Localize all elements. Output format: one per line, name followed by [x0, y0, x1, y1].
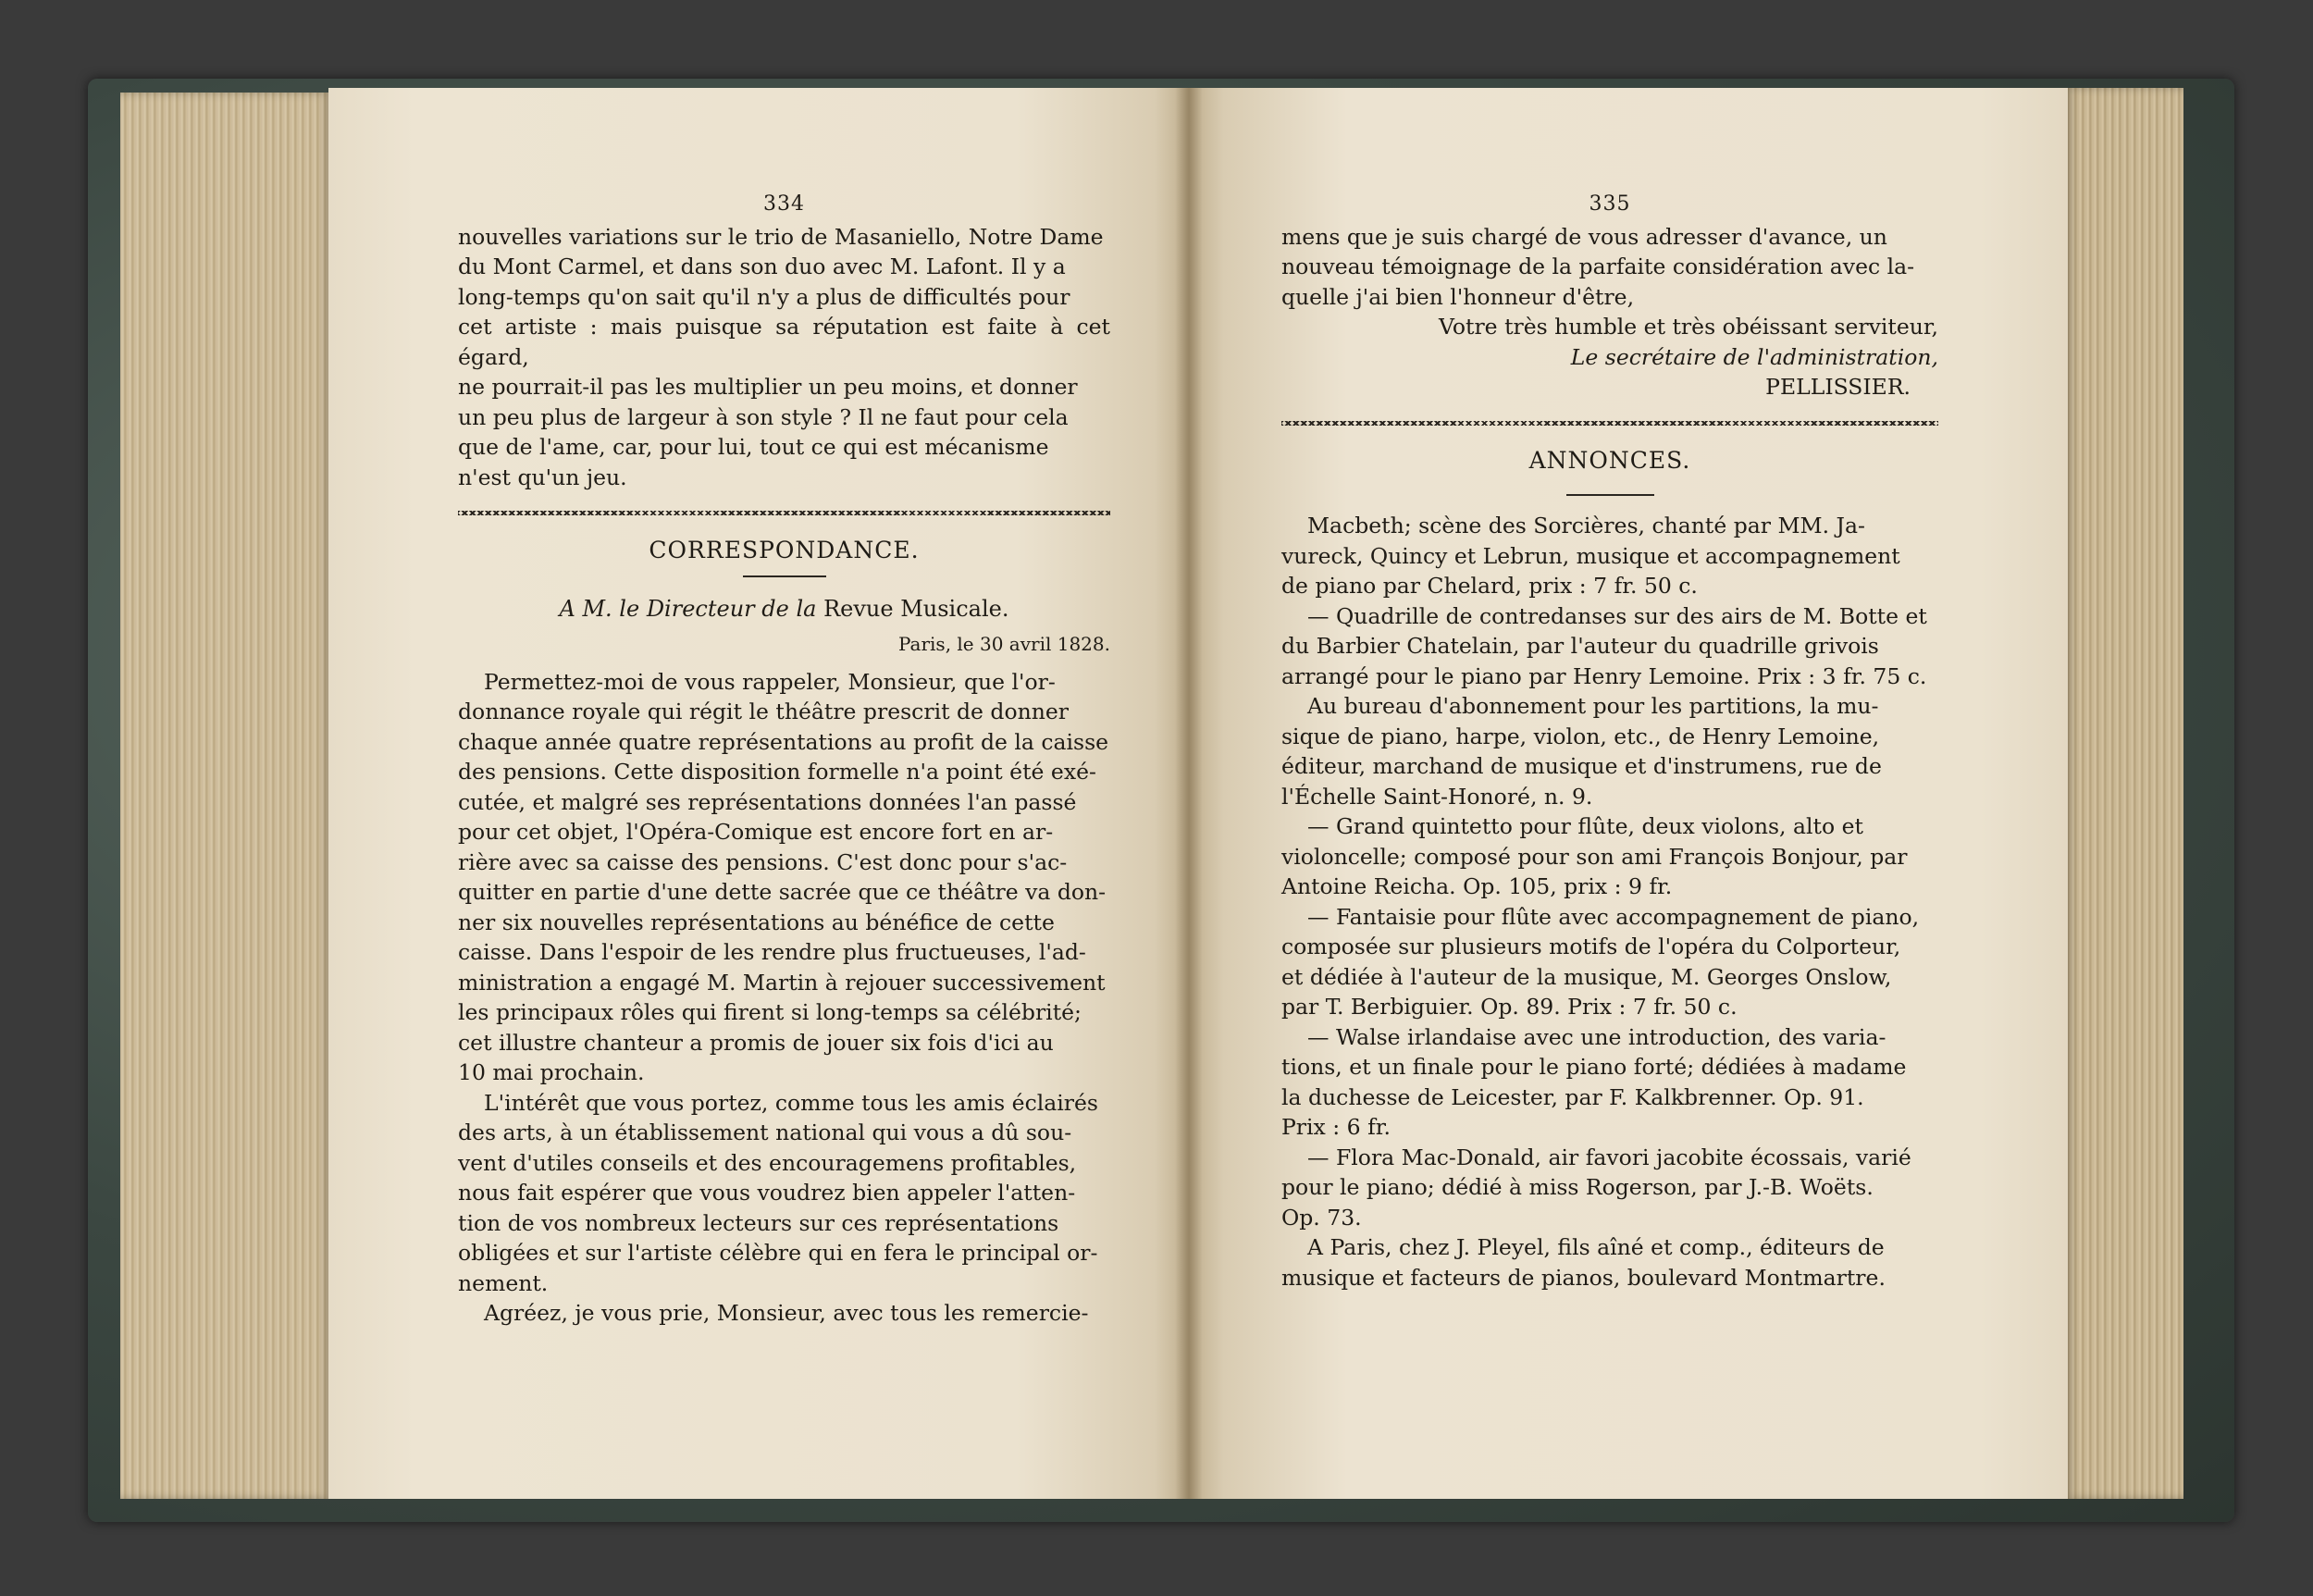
text-line: des pensions. Cette disposition formelle n'a point été exé- — [458, 759, 1096, 785]
text-line: Agréez, je vous prie, Monsieur, avec tous les remercie- — [484, 1300, 1089, 1326]
text-line: long-temps qu'on sait qu'il n'y a plus de difficultés pour — [458, 283, 1070, 310]
text-line: A Paris, chez J. Pleyel, fils aîné et comp., éditeurs de — [1307, 1234, 1885, 1260]
text-line: caisse. Dans l'espoir de les rendre plus fructueuses, l'ad- — [458, 939, 1086, 965]
page-edges-left — [120, 93, 333, 1499]
page-number: 335 — [1589, 192, 1631, 216]
book-gutter — [1175, 88, 1203, 1499]
text-line: Op. 73. — [1281, 1204, 1362, 1231]
text-line: 10 mai prochain. — [458, 1059, 645, 1085]
text-line: chaque année quatre représentations au profit de la caisse — [458, 728, 1109, 755]
text-line: quitter en partie d'une dette sacrée que ce théâtre va don- — [458, 879, 1107, 905]
right-page-text — [1281, 190, 1938, 1293]
text-line: cutée, et malgré ses représentations données l'an passé — [458, 788, 1077, 815]
text-line: — Grand quintetto pour flûte, deux violons, alto et — [1307, 813, 1863, 839]
announcement — [1281, 511, 1938, 601]
short-rule — [1566, 494, 1654, 496]
text-line: et dédiée à l'auteur de la musique, M. Georges Onslow, — [1281, 963, 1892, 990]
text-line: nouveau témoignage de la parfaite considération avec la- — [1281, 254, 1915, 279]
text-line: les principaux rôles qui firent si long-temps sa célébrité; — [458, 999, 1082, 1025]
text-line: quelle j'ai bien l'honneur d'être, — [1281, 283, 1635, 310]
announcement — [1281, 1232, 1938, 1293]
left-page-text — [458, 190, 1110, 1329]
text-line: tion de vos nombreux lecteurs sur ces représentations — [458, 1209, 1059, 1236]
announcement — [1281, 1022, 1938, 1143]
section-heading: CORRESPONDANCE. — [649, 537, 920, 563]
section-heading: ANNONCES. — [1528, 446, 1691, 474]
dateline: Paris, le 30 avril 1828. — [897, 633, 1110, 655]
right-page — [1189, 88, 2068, 1499]
text-line: musique et facteurs de pianos, boulevard Montmartre. — [1281, 1264, 1886, 1291]
text-line: cet artiste : mais puisque sa réputation est faite à cet égard, — [458, 314, 1110, 370]
short-rule — [743, 575, 826, 577]
text-line: ner six nouvelles représentations au bénéfice de cette — [458, 909, 1055, 935]
text-line: pour le piano; dédié à miss Rogerson, par J.-B. Woëts. — [1281, 1174, 1874, 1200]
text-line: l'Échelle Saint-Honoré, n. 9. — [1281, 783, 1593, 810]
text-line: éditeur, marchand de musique et d'instrumens, rue de — [1281, 753, 1882, 779]
intro-text — [458, 222, 1110, 493]
text-line: L'intérêt que vous portez, comme tous les amis éclairés — [484, 1089, 1098, 1116]
text-line: Macbeth; scène des Sorcières, chanté par MM. Ja- — [1307, 513, 1865, 538]
signature-title: Le secrétaire de l'administration, — [1570, 343, 1938, 370]
text-line: du Barbier Chatelain, par l'auteur du quadrille grivois — [1281, 633, 1879, 659]
text-line: mens que je suis chargé de vous adresser d'avance, un — [1281, 223, 1887, 250]
text-line: Au bureau d'abonnement pour les partitions, la mu- — [1307, 693, 1879, 719]
text-line: — Flora Mac-Donald, air favori jacobite écossais, varié — [1307, 1144, 1911, 1170]
text-line: obligées et sur l'artiste célèbre qui en fera le principal or- — [458, 1240, 1098, 1266]
announcement — [1281, 601, 1938, 692]
page-number: 334 — [763, 192, 805, 216]
text-line: nement. — [458, 1269, 549, 1296]
text-line: — Walse irlandaise avec une introduction, des varia- — [1307, 1023, 1886, 1050]
text-line: nous fait espérer que vous voudrez bien appeler l'atten- — [458, 1180, 1076, 1206]
address-roman: Revue Musicale. — [823, 595, 1009, 622]
text-line: donnance royale qui régit le théâtre prescrit de donner — [458, 699, 1070, 724]
text-line: pour cet objet, l'Opéra-Comique est encore fort en ar- — [458, 819, 1054, 845]
text-line: par T. Berbiguier. Op. 89. Prix : 7 fr. 50 c. — [1281, 994, 1738, 1020]
address-italic: A M. le Directeur de la — [559, 595, 817, 622]
text-line: Prix : 6 fr. — [1281, 1114, 1391, 1140]
text-line: nouvelles variations sur le trio de Masaniello, Notre Dame — [458, 223, 1104, 250]
text-line: violoncelle; composé pour son ami François Bonjour, par — [1281, 843, 1908, 870]
text-line: cet illustre chanteur a promis de jouer six fois d'ici au — [458, 1029, 1054, 1056]
text-line: que de l'ame, car, pour lui, tout ce qui est mécanisme — [458, 434, 1049, 460]
text-line: — Quadrille de contredanses sur des airs de M. Botte et — [1307, 602, 1927, 629]
signature-name: PELLISSIER. — [1765, 374, 1911, 400]
closing-line: Votre très humble et très obéissant serviteur, — [1439, 314, 1938, 340]
letter-address — [458, 594, 1110, 625]
announcement — [1281, 691, 1938, 811]
text-line: Permettez-moi de vous rappeler, Monsieur, que l'or- — [484, 668, 1056, 695]
text-line: composée sur plusieurs motifs de l'opéra du Colporteur, — [1281, 934, 1901, 959]
text-line: n'est qu'un jeu. — [458, 464, 627, 490]
text-line: du Mont Carmel, et dans son duo avec M. Lafont. Il y a — [458, 254, 1066, 279]
text-line: ne pourrait-il pas les multiplier un peu moins, et donner — [458, 374, 1078, 400]
text-line: ministration a engagé M. Martin à rejouer successivement — [458, 969, 1106, 996]
page-edges-right — [2063, 88, 2183, 1499]
text-line: tions, et un finale pour le piano forté; dédiées à madame — [1281, 1054, 1907, 1080]
text-line: vent d'utiles conseils et des encouragemens profitables, — [458, 1149, 1077, 1176]
text-line: Antoine Reicha. Op. 105, prix : 9 fr. — [1281, 873, 1673, 899]
text-line: sique de piano, harpe, violon, etc., de Henry Lemoine, — [1281, 723, 1880, 749]
text-line: arrangé pour le piano par Henry Lemoine. Prix : 3 fr. 75 c. — [1281, 662, 1927, 689]
paragraph — [458, 1088, 1110, 1299]
announcement — [1281, 902, 1938, 1022]
announcement — [1281, 811, 1938, 902]
text-line: vureck, Quincy et Lebrun, musique et accompagnement — [1281, 542, 1900, 569]
text-line: un peu plus de largeur à son style ? Il ne faut pour cela — [458, 403, 1069, 430]
left-page — [328, 88, 1189, 1499]
continuation-text — [1281, 222, 1938, 313]
text-line: de piano par Chelard, prix : 7 fr. 50 c. — [1281, 573, 1698, 599]
text-line: des arts, à un établissement national qui vous a dû sou- — [458, 1120, 1072, 1145]
text-line: rière avec sa caisse des pensions. C'est donc pour s'ac- — [458, 848, 1068, 875]
announcement — [1281, 1143, 1938, 1233]
wavy-rule — [1281, 421, 1938, 426]
text-line: la duchesse de Leicester, par F. Kalkbrenner. Op. 91. — [1281, 1083, 1864, 1110]
wavy-rule — [458, 511, 1110, 515]
paragraph — [458, 667, 1110, 1088]
text-line: — Fantaisie pour flûte avec accompagnement de piano, — [1307, 903, 1920, 930]
